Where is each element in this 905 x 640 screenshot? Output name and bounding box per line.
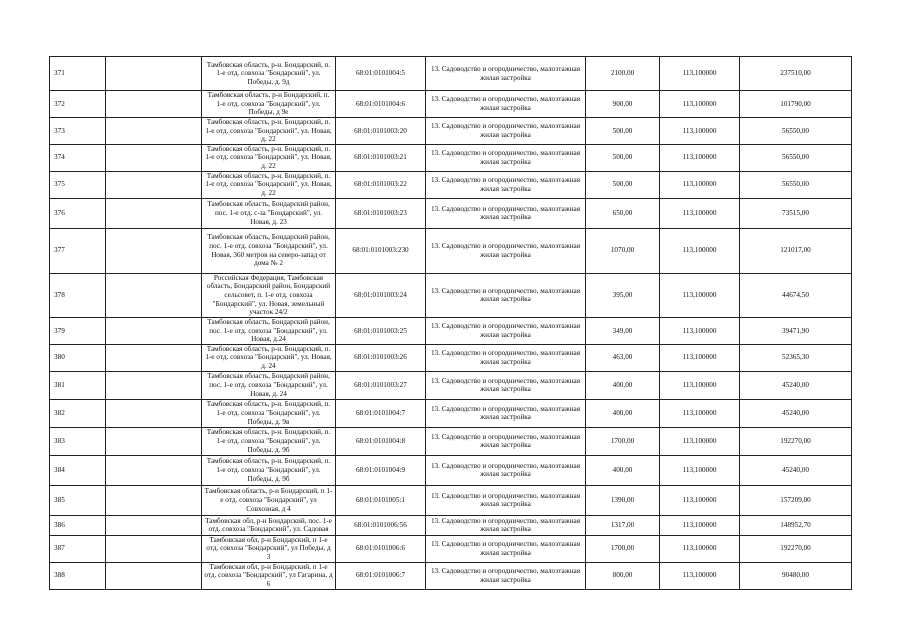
land-use-cell: 13. Садоводство и огородничество, малоэтажная жилая застройка [426,317,586,344]
empty-cell [106,455,202,485]
address-cell: Тамбовская область, Бондарский район, пос. 1-е отд. с-за "Бондарский", ул. Новая, д. 23 [202,198,336,228]
row-number: 381 [50,371,106,399]
table-row [50,399,852,427]
row-number: 388 [50,562,106,589]
cadastral-number-cell: 68:01:0101005:1 [336,485,426,515]
area-cell: 1390,00 [586,485,660,515]
address-cell: Тамбовская область, р-н. Бондарский, п. 1-е отд. совхоза "Бондарский", ул. Победы, д. 9д [202,57,336,91]
area-cell: 900,00 [586,91,660,118]
cadastral-number-cell: 68:01:0101003:230 [336,228,426,273]
rate-cell: 113,100000 [660,317,740,344]
cadastral-value-cell: 90480,00 [740,562,852,589]
address-cell: Тамбовская область, р-н. Бондарский, п. 1-е отд. совхоза "Бондарский", ул. Победы, д. 9б [202,455,336,485]
cadastral-value-cell: 56550,00 [740,171,852,198]
land-use-cell: 13. Садоводство и огородничество, малоэтажная жилая застройка [426,344,586,371]
row-number: 377 [50,228,106,273]
table-row [50,144,852,171]
rate-cell: 113,100000 [660,117,740,144]
area-cell: 400,00 [586,399,660,427]
area-cell: 349,00 [586,317,660,344]
table-row [50,485,852,515]
table-row [50,515,852,535]
empty-cell [106,57,202,91]
rate-cell: 113,100000 [660,228,740,273]
rate-cell: 113,100000 [660,171,740,198]
empty-cell [106,117,202,144]
cadastral-value-cell: 192270,00 [740,427,852,455]
row-number: 384 [50,455,106,485]
land-use-cell: 13. Садоводство и огородничество, малоэтажная жилая застройка [426,515,586,535]
cadastral-number-cell: 68:01:0101003:21 [336,144,426,171]
table-row [50,455,852,485]
area-cell: 500,00 [586,117,660,144]
land-use-cell: 13. Садоводство и огородничество, малоэтажная жилая застройка [426,399,586,427]
cadastral-number-cell: 68:01:0101003:22 [336,171,426,198]
document-page [49,56,852,590]
land-use-cell: 13. Садоводство и огородничество, малоэтажная жилая застройка [426,117,586,144]
cadastral-number-cell: 68:01:0101004:6 [336,91,426,118]
address-cell: Тамбовская область, р-н Бондарский, п 1-е отд. совхоза "Бондарский", ул Совхозная, д 4 [202,485,336,515]
table-row [50,171,852,198]
cadastral-value-cell: 237510,00 [740,57,852,91]
cadastral-value-cell: 101790,00 [740,91,852,118]
area-cell: 2100,00 [586,57,660,91]
empty-cell [106,535,202,562]
rate-cell: 113,100000 [660,515,740,535]
empty-cell [106,344,202,371]
table-row [50,535,852,562]
row-number: 383 [50,427,106,455]
row-number: 378 [50,273,106,317]
row-number: 375 [50,171,106,198]
address-cell: Тамбовская обл, р-н Бондарский, п 1-е отд. совхоза "Бондарский", ул Победы, д 3 [202,535,336,562]
cadastral-value-cell: 157209,00 [740,485,852,515]
table-row [50,57,852,91]
cadastral-number-cell: 68:01:0101003:26 [336,344,426,371]
table-row [50,91,852,118]
cadastral-number-cell: 68:01:0101004:9 [336,455,426,485]
address-cell: Тамбовская область, р-н. Бондарский, п. 1-е отд. совхоза "Бондарский", ул. Новая, д. 22 [202,117,336,144]
table-row [50,371,852,399]
area-cell: 1700,00 [586,427,660,455]
cadastral-number-cell: 68:01:0101004:8 [336,427,426,455]
area-cell: 400,00 [586,455,660,485]
area-cell: 1317,00 [586,515,660,535]
rate-cell: 113,100000 [660,455,740,485]
empty-cell [106,399,202,427]
land-use-cell: 13. Садоводство и огородничество, малоэтажная жилая застройка [426,57,586,91]
cadastral-value-cell: 44674,50 [740,273,852,317]
cadastral-number-cell: 68:01:0101003:23 [336,198,426,228]
cadastral-number-cell: 68:01:0101003:20 [336,117,426,144]
table-row [50,317,852,344]
area-cell: 1070,00 [586,228,660,273]
cadastral-number-cell: 68:01:0101003:25 [336,317,426,344]
rate-cell: 113,100000 [660,344,740,371]
rate-cell: 113,100000 [660,371,740,399]
cadastral-value-cell: 45240,00 [740,399,852,427]
address-cell: Тамбовская обл, р-н Бондарский, пос. 1-е отд. совхоза "Бондарский", ул. Садовая [202,515,336,535]
empty-cell [106,427,202,455]
area-cell: 1700,00 [586,535,660,562]
cadastral-value-cell: 148952,70 [740,515,852,535]
cadastral-number-cell: 68:01:0101004:7 [336,399,426,427]
empty-cell [106,91,202,118]
empty-cell [106,273,202,317]
area-cell: 650,00 [586,198,660,228]
empty-cell [106,485,202,515]
table-body [50,57,852,590]
rate-cell: 113,100000 [660,57,740,91]
area-cell: 500,00 [586,144,660,171]
address-cell: Тамбовская область, р-н. Бондарский, п. 1-е отд. совхоза "Бондарский", ул. Победы, д. 9б [202,427,336,455]
area-cell: 395,00 [586,273,660,317]
rate-cell: 113,100000 [660,144,740,171]
cadastral-number-cell: 68:01:0101006:56 [336,515,426,535]
rate-cell: 113,100000 [660,427,740,455]
table-row [50,562,852,589]
address-cell: Тамбовская область, р-н Бондарский, п. 1-е отд. совхоза "Бондарский", ул. Победы, д 9е [202,91,336,118]
address-cell: Тамбовская обл, р-н Бондарский, п 1-е отд. совхоза "Бондарский", ул Гагарина, д 6 [202,562,336,589]
rate-cell: 113,100000 [660,399,740,427]
address-cell: Тамбовская область, Бондарский район, пос. 1-е отд. совхоза "Бондарский", ул. Новая, д. 24 [202,371,336,399]
land-use-cell: 13. Садоводство и огородничество, малоэтажная жилая застройка [426,273,586,317]
rate-cell: 113,100000 [660,198,740,228]
table-row [50,344,852,371]
cadastral-number-cell: 68:01:0101006:7 [336,562,426,589]
land-use-cell: 13. Садоводство и огородничество, малоэтажная жилая застройка [426,485,586,515]
land-use-cell: 13. Садоводство и огородничество, малоэтажная жилая застройка [426,371,586,399]
cadastral-number-cell: 68:01:0101004:5 [336,57,426,91]
land-use-cell: 13. Садоводство и огородничество, малоэтажная жилая застройка [426,535,586,562]
area-cell: 500,00 [586,171,660,198]
area-cell: 463,00 [586,344,660,371]
cadastral-value-cell: 56550,00 [740,144,852,171]
land-use-cell: 13. Садоводство и огородничество, малоэтажная жилая застройка [426,144,586,171]
row-number: 374 [50,144,106,171]
row-number: 376 [50,198,106,228]
cadastral-value-cell: 73515,00 [740,198,852,228]
cadastral-value-cell: 56550,00 [740,117,852,144]
rate-cell: 113,100000 [660,535,740,562]
empty-cell [106,198,202,228]
land-use-cell: 13. Садоводство и огородничество, малоэтажная жилая застройка [426,427,586,455]
address-cell: Российская Федерация, Тамбовская область, Бондарский район, Бондарский сельсовет, п. 1-е отд. совхоза "Бондарский", ул. Новая, земельный участок 24/2 [202,273,336,317]
cadastral-value-cell: 121017,00 [740,228,852,273]
land-use-cell: 13. Садоводство и огородничество, малоэтажная жилая застройка [426,455,586,485]
cadastral-number-cell: 68:01:0101006:6 [336,535,426,562]
address-cell: Тамбовская область, р-н. Бондарский, п. 1-е отд. совхоза "Бондарский", ул. Новая, д. 24 [202,344,336,371]
land-use-cell: 13. Садоводство и огородничество, малоэтажная жилая застройка [426,198,586,228]
row-number: 371 [50,57,106,91]
empty-cell [106,371,202,399]
row-number: 379 [50,317,106,344]
land-use-cell: 13. Садоводство и огородничество, малоэтажная жилая застройка [426,228,586,273]
row-number: 387 [50,535,106,562]
row-number: 372 [50,91,106,118]
address-cell: Тамбовская область, р-н. Бондарский, п. 1-е отд. совхоза "Бондарский", ул. Новая, д. 22 [202,171,336,198]
empty-cell [106,228,202,273]
cadastral-value-cell: 192270,00 [740,535,852,562]
land-plots-table [49,56,852,590]
table-row [50,198,852,228]
row-number: 386 [50,515,106,535]
row-number: 373 [50,117,106,144]
cadastral-number-cell: 68:01:0101003:27 [336,371,426,399]
cadastral-number-cell: 68:01:0101003:24 [336,273,426,317]
address-cell: Тамбовская область, Бондарский район, пос. 1-е отд. совхоза "Бондарский", ул. Новая, 360 метров на северо-запад от дома № 2 [202,228,336,273]
table-row [50,228,852,273]
address-cell: Тамбовская область, Бондарский район, пос. 1-е отд. совхоза "Бондарский", ул. Новая, д.24 [202,317,336,344]
address-cell: Тамбовская область, р-н. Бондарский, п. 1-е отд. совхоза "Бондарский", ул. Новая, д. 22 [202,144,336,171]
area-cell: 400,00 [586,371,660,399]
empty-cell [106,317,202,344]
cadastral-value-cell: 45240,00 [740,455,852,485]
table-row [50,273,852,317]
row-number: 382 [50,399,106,427]
address-cell: Тамбовская область, р-н. Бондарский, п. 1-е отд. совхоза "Бондарский", ул. Победы, д. 9в [202,399,336,427]
empty-cell [106,171,202,198]
table-row [50,117,852,144]
area-cell: 800,00 [586,562,660,589]
rate-cell: 113,100000 [660,91,740,118]
empty-cell [106,562,202,589]
land-use-cell: 13. Садоводство и огородничество, малоэтажная жилая застройка [426,562,586,589]
cadastral-value-cell: 39471,90 [740,317,852,344]
land-use-cell: 13. Садоводство и огородничество, малоэтажная жилая застройка [426,91,586,118]
row-number: 385 [50,485,106,515]
empty-cell [106,144,202,171]
rate-cell: 113,100000 [660,562,740,589]
empty-cell [106,515,202,535]
table-row [50,427,852,455]
cadastral-value-cell: 45240,00 [740,371,852,399]
rate-cell: 113,100000 [660,485,740,515]
rate-cell: 113,100000 [660,273,740,317]
row-number: 380 [50,344,106,371]
land-use-cell: 13. Садоводство и огородничество, малоэтажная жилая застройка [426,171,586,198]
cadastral-value-cell: 52365,30 [740,344,852,371]
